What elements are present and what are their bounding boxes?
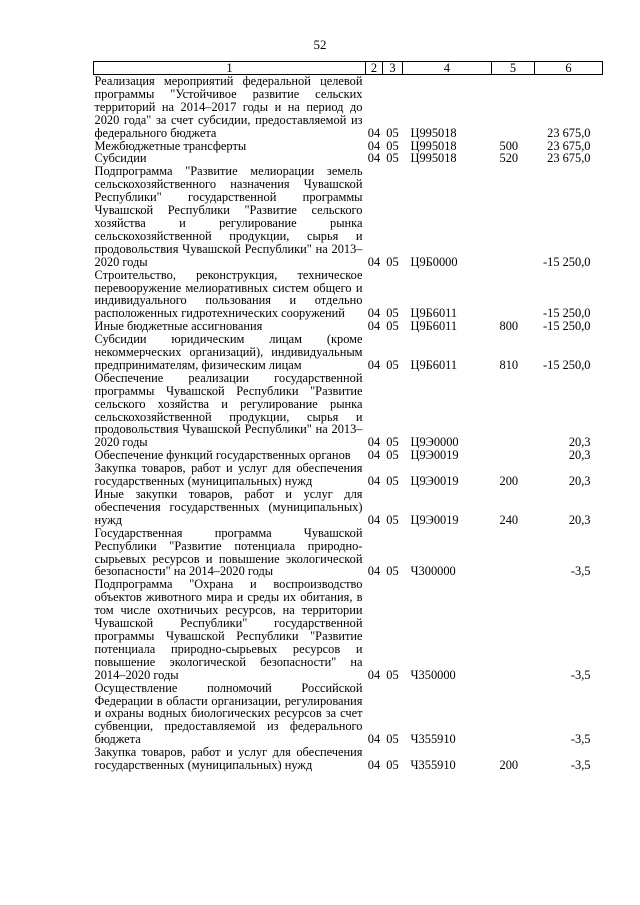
row-name-cell: Строительство, реконструкция, техническое перевооружение мелиоративных систем общего и индивидуального пользования и отдельно расположенных гидротехнических сооружений	[94, 267, 363, 321]
section-code-cell: 04	[367, 564, 381, 579]
target-code-cell: Ц9Э0019	[410, 474, 459, 489]
section-code-cell: 04	[367, 319, 381, 334]
section-code-cell: 04	[367, 151, 381, 166]
amount-cell: -15 250,0	[543, 357, 591, 372]
row-name-cell: Государственная программа Чувашской Республики "Развитие потенциала природно-сырьевых ресурсов и повышение экологической безопасности" на 2014–2020 годы	[94, 525, 363, 579]
header-col-5: 5	[492, 62, 535, 75]
expense-type-cell	[492, 372, 535, 449]
subsection-code-cell: 05	[386, 448, 399, 463]
header-col-6: 6	[535, 62, 603, 75]
amount-cell: -3,5	[570, 732, 591, 747]
section-code-cell: 04	[367, 448, 381, 463]
amount-cell: 23 675,0	[547, 138, 591, 153]
table-row	[94, 462, 603, 488]
target-code-cell: Ц9Б6011	[410, 319, 458, 334]
expense-type-cell: 810	[499, 357, 519, 372]
row-name-cell: Подпрограмма "Развитие мелиорации земель сельскохозяйственного назначения Чувашской Республики" государственной программы Чувашской Республики "Развитие сельского хозяйства и регулирование рынка сельскохозяйственной продукции, сырья и продовольствия Чувашской Республики" на 2013–2020 годы	[94, 164, 363, 269]
subsection-code-cell: 05	[386, 306, 399, 321]
amount-cell: 20,3	[568, 474, 591, 489]
section-code-cell: 04	[367, 758, 381, 773]
row-name-cell: Закупка товаров, работ и услуг для обеспечения государственных (муниципальных) нужд	[94, 745, 363, 773]
amount-cell: -3,5	[570, 667, 591, 682]
section-code-cell: 04	[367, 357, 381, 372]
target-code-cell: Ч355910	[410, 758, 456, 773]
target-code-cell: Ц9Б0000	[410, 254, 458, 269]
target-code-cell: Ч300000	[410, 564, 456, 579]
expense-type-cell	[492, 165, 535, 268]
amount-cell: -15 250,0	[543, 306, 591, 321]
subsection-code-cell: 05	[386, 732, 399, 747]
row-name-cell: Подпрограмма "Охрана и воспроизводство объектов животного мира и среды их обитания, в том числе охотничьих ресурсов, на территории Чувашской Республики" государственной программы Чувашской Республики "Развитие потенциала природно-сырьевых ресурсов и повышение экологической безопасности" на 2014–2020 годы	[94, 577, 363, 682]
header-col-4: 4	[403, 62, 492, 75]
section-code-cell: 04	[367, 125, 381, 140]
section-code-cell: 04	[367, 435, 381, 450]
row-name-cell: Межбюджетные трансферты	[94, 138, 247, 153]
expense-type-cell: 200	[499, 758, 519, 773]
expense-type-cell	[492, 269, 535, 321]
table-row	[94, 682, 603, 747]
amount-cell: -3,5	[570, 758, 591, 773]
expense-type-cell	[492, 527, 535, 579]
section-code-cell: 04	[367, 732, 381, 747]
budget-table	[93, 61, 603, 772]
section-code-cell: 04	[367, 512, 381, 527]
row-name-cell: Обеспечение функций государственных органов	[94, 448, 351, 463]
target-code-cell: Ч355910	[410, 732, 456, 747]
subsection-code-cell: 05	[386, 435, 399, 450]
table-row	[94, 578, 603, 681]
target-code-cell: Ч350000	[410, 667, 456, 682]
expense-type-cell	[492, 449, 535, 462]
section-code-cell: 04	[367, 667, 381, 682]
subsection-code-cell: 05	[386, 667, 399, 682]
target-code-cell: Ц9Б6011	[410, 357, 458, 372]
target-code-cell: Ц995018	[410, 151, 457, 166]
row-name-cell: Иные закупки товаров, работ и услуг для обеспечения государственных (муниципальных) нужд	[94, 487, 363, 527]
expense-type-cell: 200	[499, 474, 519, 489]
subsection-code-cell: 05	[386, 512, 399, 527]
section-code-cell: 04	[367, 306, 381, 321]
row-name-cell: Иные бюджетные ассигнования	[94, 319, 263, 334]
expense-type-cell: 500	[499, 138, 519, 153]
table-row	[94, 269, 603, 321]
table-row	[94, 372, 603, 449]
subsection-code-cell: 05	[386, 564, 399, 579]
target-code-cell: Ц995018	[410, 125, 457, 140]
expense-type-cell: 520	[499, 151, 519, 166]
row-name-cell: Субсидии	[94, 151, 147, 166]
row-name-cell: Субсидии юридическим лицам (кроме некоммерческих организаций), индивидуальным предпринимателям, физическим лицам	[94, 332, 363, 372]
expense-type-cell: 800	[499, 319, 519, 334]
header-col-3: 3	[383, 62, 403, 75]
table-row	[94, 488, 603, 527]
subsection-code-cell: 05	[386, 151, 399, 166]
section-code-cell: 04	[367, 474, 381, 489]
section-code-cell: 04	[367, 138, 381, 153]
table-row	[94, 140, 603, 153]
amount-cell: 20,3	[568, 512, 591, 527]
expense-type-cell	[492, 578, 535, 681]
amount-cell: 23 675,0	[547, 125, 591, 140]
subsection-code-cell: 05	[386, 357, 399, 372]
subsection-code-cell: 05	[386, 138, 399, 153]
table-row	[94, 333, 603, 372]
page-number: 52	[313, 37, 327, 52]
amount-cell: 20,3	[568, 448, 591, 463]
header-row	[94, 62, 603, 75]
row-name-cell: Закупка товаров, работ и услуг для обеспечения государственных (муниципальных) нужд	[94, 461, 363, 489]
row-name-cell: Обеспечение реализации государственной программы Чувашской Республики "Развитие сельского хозяйства и регулирование рынка сельскохозяйственной продукции, сырья и продовольствия Чувашской Республики" на 2013–2020 годы	[94, 370, 363, 450]
subsection-code-cell: 05	[386, 319, 399, 334]
amount-cell: -15 250,0	[543, 319, 591, 334]
amount-cell: -3,5	[570, 564, 591, 579]
target-code-cell: Ц995018	[410, 138, 457, 153]
subsection-code-cell: 05	[386, 758, 399, 773]
subsection-code-cell: 05	[386, 474, 399, 489]
expense-type-cell	[492, 75, 535, 140]
target-code-cell: Ц9Э0019	[410, 512, 459, 527]
subsection-code-cell: 05	[386, 125, 399, 140]
table-row	[94, 746, 603, 772]
table-header	[94, 62, 603, 75]
amount-cell: 23 675,0	[547, 151, 591, 166]
table-body	[94, 75, 603, 772]
target-code-cell: Ц9Э0019	[410, 448, 459, 463]
table-row	[94, 75, 603, 140]
section-code-cell: 04	[367, 254, 381, 269]
amount-cell: 20,3	[568, 435, 591, 450]
target-code-cell: Ц9Э0000	[410, 435, 459, 450]
expense-type-cell: 240	[499, 512, 519, 527]
amount-cell: -15 250,0	[543, 254, 591, 269]
expense-type-cell	[492, 682, 535, 747]
table-row	[94, 527, 603, 579]
row-name-cell: Реализация мероприятий федеральной целевой программы "Устойчивое развитие сельских территорий на 2014–2017 годы и на период до 2020 года" за счет субсидии, предоставляемой из федерального бюджета	[94, 74, 363, 140]
table-row	[94, 165, 603, 268]
header-col-1: 1	[94, 62, 366, 75]
subsection-code-cell: 05	[386, 254, 399, 269]
header-col-2: 2	[366, 62, 383, 75]
row-name-cell: Осуществление полномочий Российской Федерации в области организации, регулирования и охраны водных биологических ресурсов за счет субвенции, предоставляемой из федерального бюджета	[94, 680, 363, 747]
target-code-cell: Ц9Б6011	[410, 306, 458, 321]
